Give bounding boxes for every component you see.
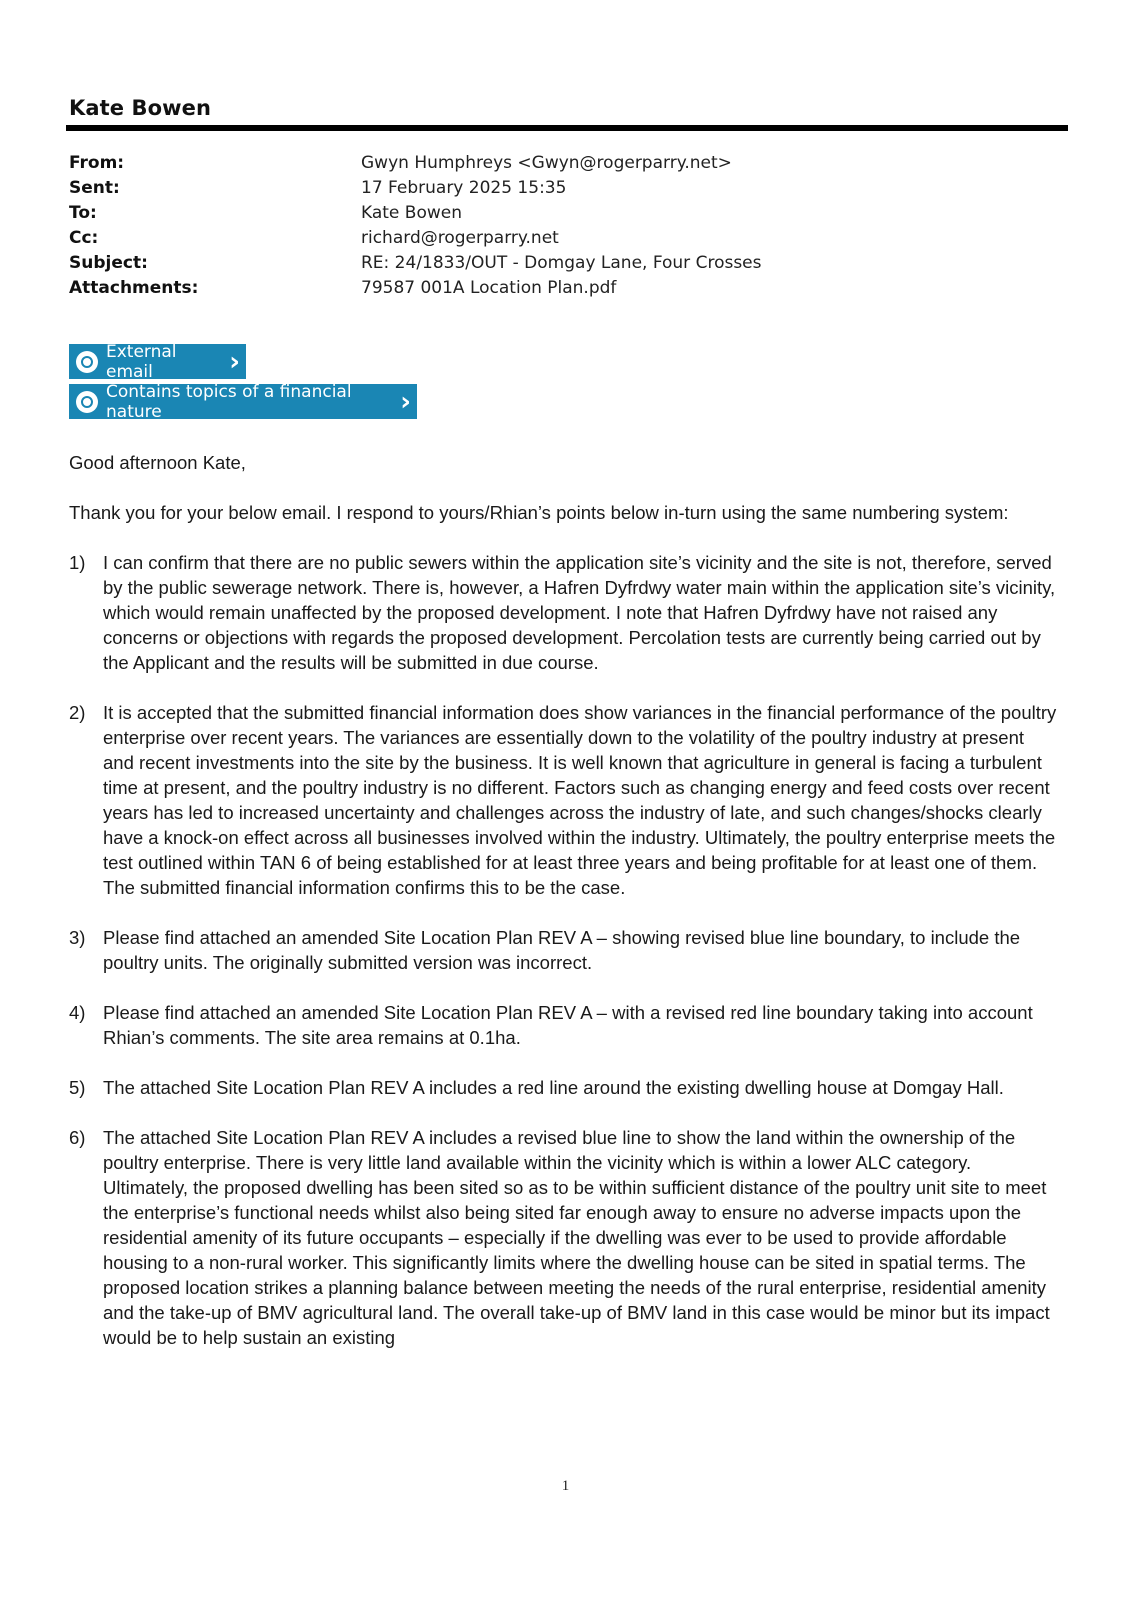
sent-row bbox=[69, 178, 1069, 203]
external-email-banner[interactable] bbox=[69, 341, 246, 382]
cc-row bbox=[69, 228, 1069, 253]
item-number: 4) bbox=[69, 1002, 86, 1023]
heading-divider bbox=[66, 125, 1068, 131]
item-text: I can confirm that there are no public sewers within the application site’s vicinity and the site is not, therefore, served by the public sewerage network. There is, however, a Hafren Dyfrdwy water main within the application site’s vicinity, which would remain unaffected by the proposed development. I note that Hafren Dyfrdwy have not raised any concerns or objections with regards the proposed development. Percolation tests are currently being carried out by the Applicant and the results will be submitted in due course. bbox=[103, 552, 1056, 673]
item-number: 3) bbox=[69, 927, 86, 948]
item-number: 2) bbox=[69, 702, 86, 723]
page-number: 1 bbox=[561, 1478, 570, 1494]
field-value: Kate Bowen bbox=[361, 203, 462, 223]
list-item bbox=[69, 550, 1059, 675]
item-text: The attached Site Location Plan REV A includes a red line around the existing dwelling house at Domgay Hall. bbox=[103, 1077, 1004, 1098]
shield-icon bbox=[76, 351, 98, 373]
to-row bbox=[69, 203, 1069, 228]
item-number: 6) bbox=[69, 1127, 86, 1148]
field-label: Subject: bbox=[69, 253, 148, 273]
item-text: The attached Site Location Plan REV A includes a revised blue line to show the land within the ownership of the poultry enterprise. There is very little land available within the vicinity which is within a lower ALC category. Ultimately, the proposed dwelling has been sited so as to be within sufficient distance of the poultry unit site to meet the enterprise’s functional needs whilst also being sited far enough away to ensure no adverse impacts upon the residential amenity of its future occupants – especially if the dwelling was ever to be used to provide affordable housing to a non-rural worker. This significantly limits where the dwelling house can be sited in spatial terms. The proposed location strikes a planning balance between meeting the needs of the rural enterprise, residential amenity and the take-up of BMV agricultural land. The overall take-up of BMV land in this case would be minor but its impact would be to help sustain an existing bbox=[103, 1127, 1050, 1348]
field-label: From: bbox=[69, 153, 125, 173]
email-body bbox=[69, 450, 1059, 1375]
field-label: To: bbox=[69, 203, 97, 223]
field-label: Cc: bbox=[69, 228, 99, 248]
chevron-right-icon: › bbox=[400, 386, 411, 417]
shield-icon bbox=[76, 391, 98, 413]
financial-topic-banner[interactable] bbox=[69, 381, 417, 422]
chevron-right-icon: › bbox=[229, 346, 240, 377]
field-value: Gwyn Humphreys <Gwyn@rogerparry.net> bbox=[361, 153, 732, 173]
field-label: Sent: bbox=[69, 178, 120, 198]
subject-row bbox=[69, 253, 1069, 278]
item-text: Please find attached an amended Site Location Plan REV A – with a revised red line boundary taking into account Rhian’s comments. The site area remains at 0.1ha. bbox=[103, 1002, 1033, 1048]
greeting: Good afternoon Kate, bbox=[69, 452, 246, 473]
attachment-link[interactable]: 79587 001A Location Plan.pdf bbox=[361, 278, 617, 298]
email-header-fields bbox=[69, 153, 1069, 303]
field-value: richard@rogerparry.net bbox=[361, 228, 559, 248]
field-label: Attachments: bbox=[69, 278, 199, 298]
item-number: 5) bbox=[69, 1077, 86, 1098]
numbered-points bbox=[69, 550, 1059, 1350]
attachments-row bbox=[69, 278, 1069, 303]
recipient-name-heading: Kate Bowen bbox=[69, 96, 212, 120]
list-item bbox=[69, 1075, 1059, 1100]
intro-paragraph: Thank you for your below email. I respond to yours/Rhian’s points below in-turn using the same numbering system: bbox=[69, 502, 1009, 523]
from-row bbox=[69, 153, 1069, 178]
item-number: 1) bbox=[69, 552, 86, 573]
list-item bbox=[69, 925, 1059, 975]
list-item bbox=[69, 1125, 1059, 1350]
item-text: It is accepted that the submitted financial information does show variances in the financial performance of the poultry enterprise over recent years. The variances are essentially down to the volatility of the poultry industry at present and recent investments into the site by the business. It is well known that agriculture in general is facing a turbulent time at present, and the poultry industry is no different. Factors such as changing energy and feed costs over recent years has led to increased uncertainty and challenges across the industry of late, and such changes/shocks clearly have a knock-on effect across all businesses involved within the industry. Ultimately, the poultry enterprise meets the test outlined within TAN 6 of being established for at least three years and being profitable for at least one of them. The submitted financial information confirms this to be the case. bbox=[103, 702, 1057, 898]
list-item bbox=[69, 700, 1059, 900]
list-item bbox=[69, 1000, 1059, 1050]
field-value: RE: 24/1833/OUT - Domgay Lane, Four Crosses bbox=[361, 253, 762, 273]
banner-label: External email bbox=[106, 341, 177, 382]
banner-label: Contains topics of a financial nature bbox=[106, 381, 352, 422]
item-text: Please find attached an amended Site Location Plan REV A – showing revised blue line boundary, to include the poultry units. The originally submitted version was incorrect. bbox=[103, 927, 1021, 973]
field-value: 17 February 2025 15:35 bbox=[361, 178, 567, 198]
